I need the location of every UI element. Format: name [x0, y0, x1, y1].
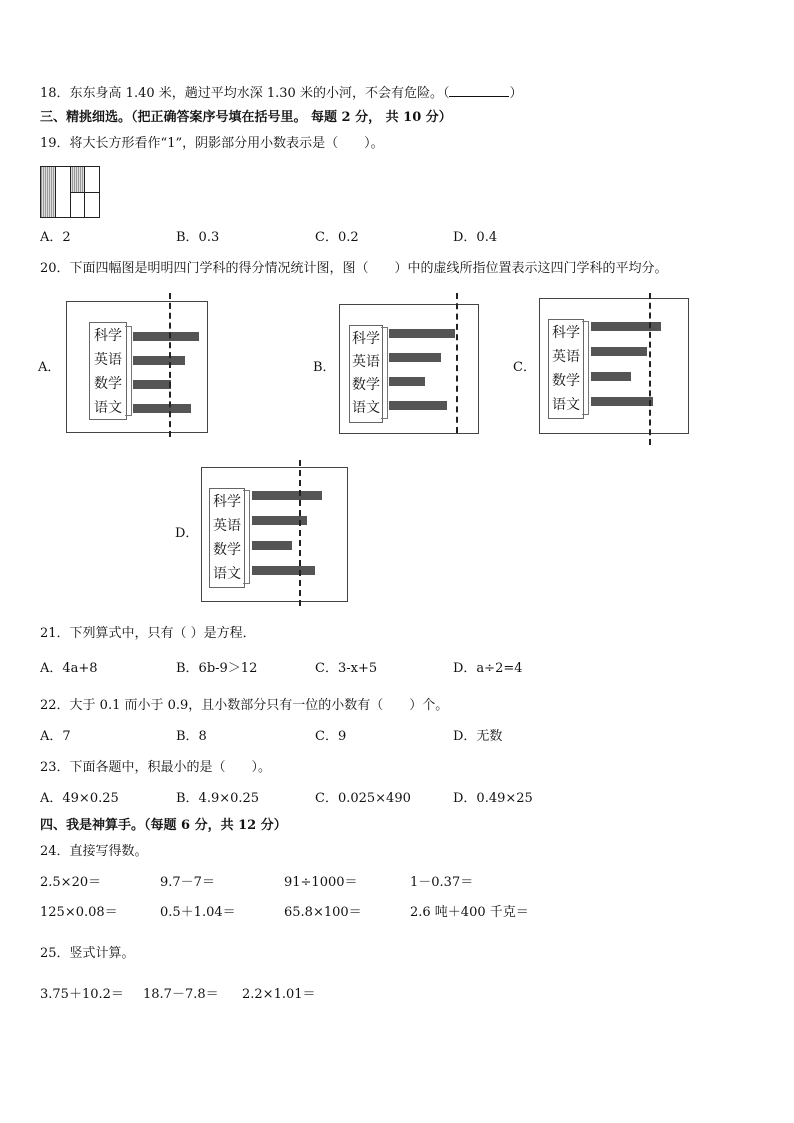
- average-dashed-line: [649, 293, 651, 445]
- average-dashed-line: [299, 460, 301, 606]
- bar-math: [591, 372, 631, 381]
- answer-blank[interactable]: [449, 84, 509, 97]
- bar-chinese: [591, 397, 653, 406]
- bar-english: [389, 353, 441, 362]
- label-math: 数学: [213, 542, 241, 558]
- q19-option-a[interactable]: A．2: [40, 230, 71, 245]
- label-chinese: 语文: [352, 400, 380, 416]
- q19-rectangle-figure: [40, 166, 100, 218]
- label-science: 科学: [352, 331, 380, 347]
- question-19-stem: 19．将大长方形看作“1”，阴影部分用小数表示是（ ）。: [40, 136, 384, 151]
- q22-option-d[interactable]: D．无数: [453, 729, 503, 744]
- section-4-heading: 四、我是神算手。（每题 6 分，共 12 分）: [40, 818, 287, 833]
- q23-option-d[interactable]: D．0.49×25: [453, 791, 533, 806]
- question-18-close: ）: [509, 86, 523, 101]
- question-18: [40, 84, 522, 102]
- average-dashed-line: [456, 293, 458, 433]
- bracket: [381, 327, 388, 419]
- q24-item: 125×0.08＝: [40, 905, 118, 920]
- q19-option-c[interactable]: C．0.2: [315, 230, 359, 245]
- label-math: 数学: [552, 373, 580, 389]
- bracket: [125, 326, 132, 416]
- label-chinese: 语文: [213, 566, 241, 582]
- label-math: 数学: [352, 377, 380, 393]
- question-23-stem: 23．下面各题中，积最小的是（ ）。: [40, 760, 272, 775]
- bar-chinese: [389, 401, 447, 410]
- q20-chart-a[interactable]: [66, 301, 208, 433]
- question-20-stem: 20．下面四幅图是明明四门学科的得分情况统计图，图（ ）中的虚线所指位置表示这四门学科的平均分。: [40, 261, 668, 276]
- label-chinese: 语文: [94, 400, 122, 416]
- question-22-stem: 22．大于 0.1 而小于 0.9，且小数部分只有一位的小数有（ ）个。: [40, 698, 449, 713]
- q20-option-a-label[interactable]: A．: [38, 360, 61, 375]
- q24-item: 0.5＋1.04＝: [160, 905, 236, 920]
- q21-option-a[interactable]: A．4a+8: [40, 661, 98, 676]
- bracket: [582, 321, 589, 415]
- label-math: 数学: [94, 376, 122, 392]
- bar-english: [133, 356, 185, 365]
- q20-option-b-label[interactable]: B．: [313, 360, 336, 375]
- q25-item: 18.7－7.8＝: [143, 987, 219, 1002]
- label-science: 科学: [213, 494, 241, 510]
- q19-option-b[interactable]: B．0.3: [176, 230, 220, 245]
- q23-option-b[interactable]: B．4.9×0.25: [176, 791, 260, 806]
- q24-item: 65.8×100＝: [284, 905, 362, 920]
- subject-labels: [548, 319, 584, 419]
- q25-item: 3.75＋10.2＝: [40, 987, 124, 1002]
- question-18-text: 18．东东身高 1.40 米，趟过平均水深 1.30 米的小河，不会有危险。（: [40, 86, 450, 101]
- q20-chart-b[interactable]: [339, 304, 479, 434]
- label-english: 英语: [552, 349, 580, 365]
- label-chinese: 语文: [552, 397, 580, 413]
- label-english: 英语: [352, 354, 380, 370]
- average-dashed-line: [169, 293, 171, 437]
- q19-option-d[interactable]: D．0.4: [453, 230, 498, 245]
- subject-labels: [349, 325, 383, 423]
- label-english: 英语: [94, 352, 122, 368]
- q23-option-a[interactable]: A．49×0.25: [40, 791, 119, 806]
- q21-option-b[interactable]: B．6b-9＞12: [176, 661, 258, 676]
- shaded-column: [41, 167, 55, 217]
- question-24-stem: 24．直接写得数。: [40, 844, 148, 859]
- label-science: 科学: [552, 325, 580, 341]
- bracket: [243, 490, 250, 584]
- q24-item: 2.5×20＝: [40, 875, 102, 890]
- question-25-stem: 25．竖式计算。: [40, 946, 135, 961]
- grid-line: [55, 167, 56, 217]
- subject-labels: [89, 322, 127, 420]
- bar-science: [133, 332, 199, 341]
- q24-item: 2.6 吨＋400 千克＝: [410, 905, 529, 920]
- q23-option-c[interactable]: C．0.025×490: [315, 791, 411, 806]
- bar-math: [252, 541, 292, 550]
- q22-option-a[interactable]: A．7: [40, 729, 71, 744]
- q24-item: 9.7－7＝: [160, 875, 215, 890]
- bar-science: [389, 329, 455, 338]
- bar-english: [591, 347, 647, 356]
- question-21-stem: 21．下列算式中，只有（ ）是方程．: [40, 626, 256, 641]
- q22-option-c[interactable]: C．9: [315, 729, 347, 744]
- q22-option-b[interactable]: B．8: [176, 729, 207, 744]
- bar-science: [252, 491, 322, 500]
- q25-item: 2.2×1.01＝: [242, 987, 316, 1002]
- q21-option-c[interactable]: C．3-x+5: [315, 661, 378, 676]
- q20-option-d-label[interactable]: D．: [175, 526, 199, 541]
- subject-labels: [209, 488, 245, 588]
- label-english: 英语: [213, 518, 241, 534]
- bar-math: [133, 380, 171, 389]
- bar-math: [389, 377, 425, 386]
- bar-chinese: [252, 566, 315, 575]
- q24-item: 91÷1000＝: [284, 875, 358, 890]
- q20-option-c-label[interactable]: C．: [513, 360, 536, 375]
- label-science: 科学: [94, 328, 122, 344]
- section-3-heading: 三、精挑细选。（把正确答案序号填在括号里。 每题 2 分， 共 10 分）: [40, 110, 452, 125]
- shaded-cell: [70, 167, 84, 192]
- q24-item: 1－0.37＝: [410, 875, 474, 890]
- q21-option-d[interactable]: D．a÷2=4: [453, 661, 523, 676]
- q20-chart-d[interactable]: [201, 467, 348, 602]
- grid-line: [70, 192, 99, 193]
- bar-chinese: [133, 404, 191, 413]
- q20-chart-c[interactable]: [539, 298, 689, 434]
